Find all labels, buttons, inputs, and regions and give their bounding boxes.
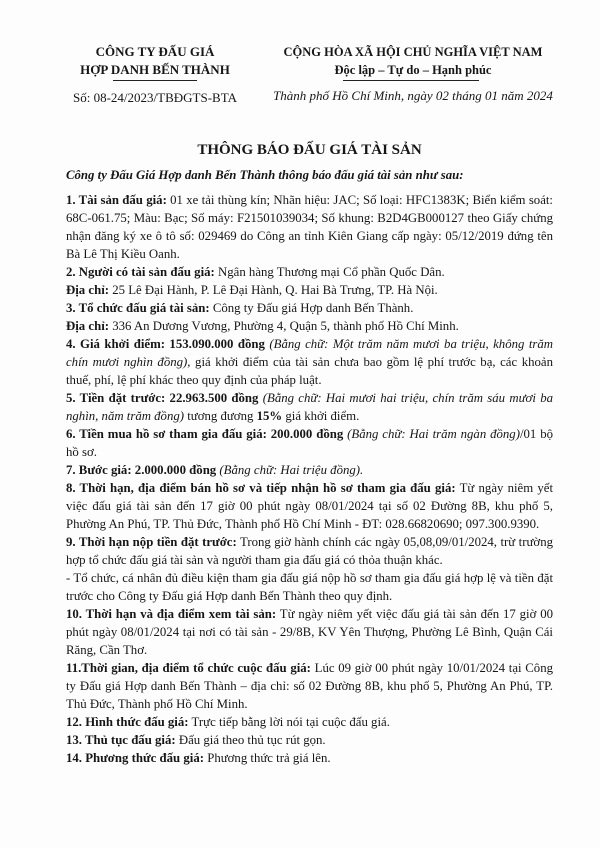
item-viewing-period — [66, 605, 553, 659]
item-deposit — [66, 389, 553, 425]
place-and-date: Thành phố Hồ Chí Minh, ngày 02 tháng 01 năm 2024 — [273, 88, 553, 103]
item-label: 1. Tài sản đấu giá: — [66, 193, 167, 207]
item-auction-method — [66, 749, 553, 767]
item-label: 14. Phương thức đấu giá: — [66, 751, 204, 765]
item-text: Từ ngày niêm yết việc đấu giá tài sản đến 17 giờ 00 phút ngày 08/01/2024 tại số 02 Đường 8B, khu phố 5, Phường An Phú, TP. Thủ Đức, Thành phố Hồ Chí Minh - ĐT: 028.66820690; 097.300.9390. — [66, 481, 553, 531]
item-label: 7. Bước giá: 2.000.000 đồng — [66, 463, 217, 477]
item-label: 8. Thời hạn, địa điểm bán hồ sơ và tiếp nhận hồ sơ tham gia đấu giá: — [66, 481, 456, 495]
item-label: 13. Thủ tục đấu giá: — [66, 733, 176, 747]
notice-intro: Công ty Đấu Giá Hợp danh Bến Thành thông báo đấu giá tài sản như sau: — [66, 168, 464, 182]
item-text: 01 xe tải thùng kín; Nhãn hiệu: JAC; Số loại: HFC1383K; Biển kiểm soát: 68C-061.75; Màu: Bạc; Số máy: F21501039034; Số khung: B2D4GB000127 theo Giấy chứng nhận đăng ký xe ô tô số: 029469 do Công an tỉnh Kiên Giang cấp ngày: 05/12/2019 đứng tên Bà Lê Thị Kiều Oanh. — [66, 193, 553, 261]
country-name: CỘNG HÒA XÃ HỘI CHỦ NGHĨA VIỆT NAM — [283, 45, 543, 59]
item-auction-time-place — [66, 659, 553, 713]
item-auction-form — [66, 713, 553, 731]
item-deposit-note — [66, 569, 553, 605]
item-application-period — [66, 479, 553, 533]
deposit-percent: 15% — [256, 409, 283, 423]
issuer-underline — [113, 80, 197, 81]
item-auction-organization-address — [66, 317, 553, 335]
notice-items — [66, 191, 553, 767]
item-text: , giá khởi điểm của tài sản chưa bao gồm lệ phí trước bạ, các khoản thuế, phí, lệ phí khác theo quy định của pháp luật. — [66, 355, 553, 387]
item-text: Lúc 09 giờ 00 phút ngày 10/01/2024 tại Công ty Đấu giá Hợp danh Bến Thành – địa chỉ: số 02 Đường 8B, khu phố 5, Phường An Phú, TP. Thủ Đức, Thành phố Hồ Chí Minh. — [66, 661, 554, 711]
address-text: 25 Lê Đại Hành, P. Lê Đại Hành, Q. Hai Bà Trưng, TP. Hà Nội. — [112, 283, 438, 297]
item-asset-owner-address — [66, 281, 553, 299]
item-text: Ngân hàng Thương mại Cổ phần Quốc Dân. — [218, 265, 445, 279]
document-number: Số: 08-24/2023/TBĐGTS-BTA — [73, 90, 237, 105]
item-text: Từ ngày niêm yết việc đấu giá tài sản đến 17 giờ 00 phút ngày 08/01/2024 tại nơi có tài sản - 29/8B, KV Yên Thượng, Phường Lê Bình, Quận Cái Răng, Cần Thơ. — [66, 607, 554, 657]
item-bid-increment — [66, 461, 553, 479]
item-asset — [66, 191, 553, 263]
item-application-fee — [66, 425, 553, 461]
item-deposit-period — [66, 533, 553, 569]
item-label: 2. Người có tài sản đấu giá: — [66, 265, 215, 279]
item-label: 10. Thời hạn và địa điểm xem tài sản: — [66, 607, 277, 621]
item-label: 5. Tiền đặt trước: 22.963.500 đồng — [66, 391, 259, 405]
item-asset-owner — [66, 263, 553, 281]
item-text: tương đương — [187, 409, 254, 423]
item-label: 6. Tiền mua hồ sơ tham gia đấu giá: 200.000 đồng — [66, 427, 344, 441]
item-starting-price — [66, 335, 553, 389]
address-label: Địa chỉ: — [66, 283, 110, 297]
item-text: Công ty Đấu giá Hợp danh Bến Thành. — [212, 301, 414, 315]
notice-body — [66, 141, 553, 767]
item-text: Trực tiếp bằng lời nói tại cuộc đấu giá. — [191, 715, 390, 729]
item-label: 9. Thời hạn nộp tiền đặt trước: — [66, 535, 237, 549]
notice-title: THÔNG BÁO ĐẤU GIÁ TÀI SẢN — [197, 142, 422, 158]
address-text: 336 An Dương Vương, Phường 4, Quận 5, thành phố Hồ Chí Minh. — [112, 319, 459, 333]
issuer-name-line2: HỢP DANH BẾN THÀNH — [80, 62, 230, 77]
motto-underline — [343, 80, 479, 81]
item-text: Phương thức trả giá lên. — [207, 751, 331, 765]
item-label: 3. Tổ chức đấu giá tài sản: — [66, 301, 210, 315]
issuer-name-line1: CÔNG TY ĐẤU GIÁ — [95, 44, 215, 59]
note-text: - Tổ chức, cá nhân đủ điều kiện tham gia đấu giá nộp hồ sơ tham gia đấu giá hợp lệ và tiền đặt trước cho Công ty Đấu giá Hợp danh Bến Thành theo quy định. — [66, 571, 553, 603]
item-text: Đấu giá theo thủ tục rút gọn. — [178, 733, 326, 747]
item-text: Trong giờ hành chính các ngày 05,08,09/01/2024, trừ trường hợp tổ chức đấu giá tài sản và người tham gia đấu giá có thỏa thuận khác. — [66, 535, 553, 567]
amount-in-words: (Bằng chữ: Hai mươi hai triệu, chín trăm sáu mươi ba nghìn, năm trăm đồng) — [66, 391, 554, 423]
issuer-block — [35, 43, 275, 79]
amount-in-words: (Bằng chữ: Hai trăm ngàn đồng) — [347, 427, 520, 441]
amount-in-words: (Bằng chữ: Một trăm năm mươi ba triệu, không trăm chín mươi nghìn đồng) — [66, 337, 554, 369]
national-heading — [262, 43, 564, 79]
address-label: Địa chỉ: — [66, 319, 110, 333]
item-auction-organization — [66, 299, 553, 317]
item-text: /01 bộ hồ sơ. — [66, 427, 553, 459]
national-motto: Độc lập – Tự do – Hạnh phúc — [334, 63, 492, 77]
item-text-after: giá khởi điểm. — [285, 409, 360, 423]
item-label: 12. Hình thức đấu giá: — [66, 715, 189, 729]
item-auction-procedure — [66, 731, 553, 749]
item-label: 4. Giá khởi điểm: 153.090.000 đồng — [66, 337, 265, 351]
item-label: 11.Thời gian, địa điểm tổ chức cuộc đấu giá: — [66, 661, 311, 675]
amount-in-words: (Bằng chữ: Hai triệu đồng). — [219, 463, 364, 477]
